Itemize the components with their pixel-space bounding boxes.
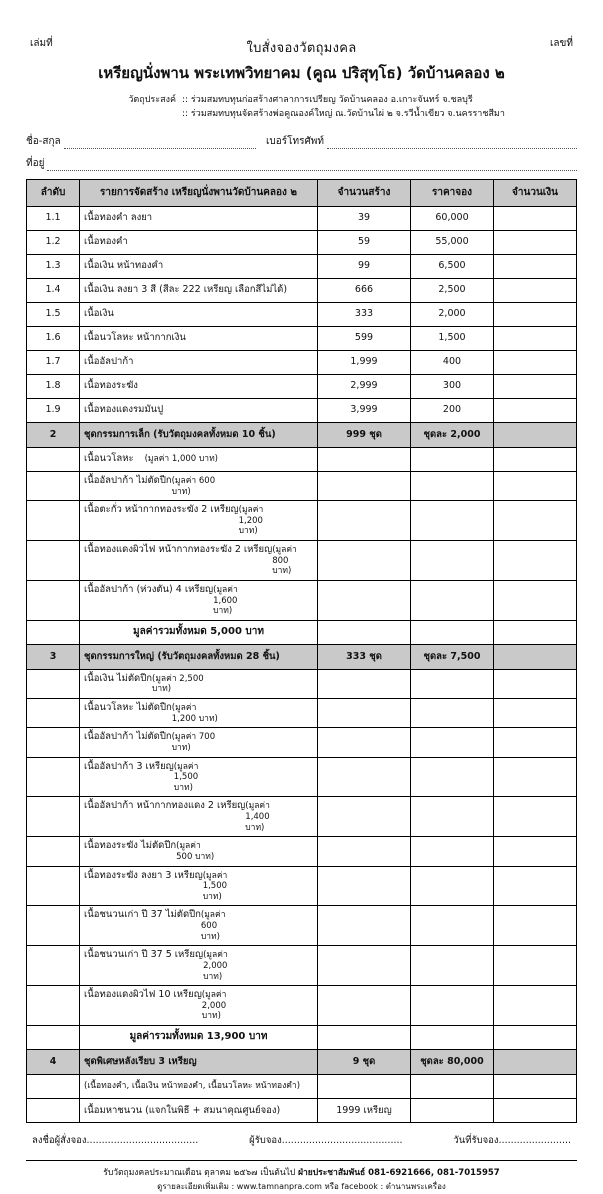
- table-row: [27, 350, 577, 374]
- cell-amount[interactable]: [494, 866, 577, 906]
- cell-price: ชุดละ 2,000: [411, 422, 494, 447]
- table-row: [27, 254, 577, 278]
- cell-no: 1.7: [27, 350, 80, 374]
- subitem-value: (มูลค่า 600 บาท): [171, 475, 216, 497]
- table-subitem-row: [27, 906, 577, 946]
- cell-amount[interactable]: [494, 302, 577, 326]
- cell-amount[interactable]: [494, 254, 577, 278]
- subitem-name: เนื้ออัลปาก้า (ห่วงตัน) 4 เหรียญ: [84, 583, 214, 595]
- phone-input[interactable]: [327, 139, 577, 149]
- header-price: ราคาจอง: [411, 179, 494, 206]
- cell-no: 1.4: [27, 278, 80, 302]
- cell-no: 1.8: [27, 374, 80, 398]
- cell-qty: 39: [318, 206, 411, 230]
- subitem-name: เนื้อทองระฆัง ลงยา 3 เหรียญ: [84, 869, 203, 881]
- cell-qty: [318, 906, 411, 946]
- subitem-name: เนื้ออัลปาก้า 3 เหรียญ: [84, 760, 174, 772]
- order-table: [26, 179, 577, 1123]
- cell-no: [27, 906, 80, 946]
- cell-desc: [80, 471, 318, 500]
- book-number-label: เล่มที่: [30, 38, 53, 49]
- cell-price: [411, 1075, 494, 1099]
- cell-amount[interactable]: [494, 1075, 577, 1099]
- cell-desc: [80, 580, 318, 620]
- cell-no: [27, 580, 80, 620]
- purpose-text-2: :: ร่วมสมทบทุนจัดสร้างพ่อคูณองค์ใหญ่ ณ.วัดบ้านไผ่ ๒ จ.รวีน้ำเขียว จ.นครราชสีมา: [182, 108, 505, 119]
- purpose-text-1: :: ร่วมสมทบทุนก่อสร้างศาลาการเปรียญ วัดบ้านคลอง อ.เกาะจันทร์ จ.ชลบุรี: [182, 95, 473, 105]
- footer-pickup-text: รับวัตถุมงคลประมาณเดือน ตุลาคม ๒๕๖๗ เป็นต้นไป: [103, 1168, 296, 1178]
- cell-amount[interactable]: [494, 541, 577, 581]
- cell-amount[interactable]: [494, 837, 577, 866]
- cell-price: [411, 837, 494, 866]
- table-subitem-row: [27, 757, 577, 797]
- cell-price: [411, 580, 494, 620]
- cell-amount[interactable]: [494, 728, 577, 757]
- address-line: [26, 156, 577, 171]
- cell-qty: 9 ชุด: [318, 1050, 411, 1075]
- cell-price: ชุดละ 7,500: [411, 644, 494, 669]
- total-text: มูลค่ารวมทั้งหมด 5,000 บาท: [80, 620, 318, 644]
- signature-date[interactable]: วันที่รับจอง........................: [453, 1135, 571, 1146]
- cell-price: 55,000: [411, 230, 494, 254]
- cell-no: [27, 669, 80, 698]
- cell-no: [27, 986, 80, 1026]
- cell-no: [27, 757, 80, 797]
- cell-price: [411, 541, 494, 581]
- footer-contact: ฝ่ายประชาสัมพันธ์ 081-6921666, 081-7015957: [298, 1168, 500, 1178]
- table-row: [27, 374, 577, 398]
- cell-desc: เนื้อทองแดงรมมันปู: [80, 398, 318, 422]
- cell-amount[interactable]: [494, 501, 577, 541]
- cell-no: [27, 447, 80, 471]
- cell-desc: ชุดกรรมการเล็ก (รับวัตถุมงคลทั้งหมด 10 ชิ้น): [80, 422, 318, 447]
- cell-qty: [318, 471, 411, 500]
- cell-desc: [80, 699, 318, 728]
- table-subitem-row: [27, 946, 577, 986]
- cell-desc: เนื้อทองระฆัง: [80, 374, 318, 398]
- cell-amount[interactable]: [494, 669, 577, 698]
- cell-price: [411, 866, 494, 906]
- table-row: [27, 230, 577, 254]
- cell-desc: เนื้อทองคำ ลงยา: [80, 206, 318, 230]
- purpose-label: วัตถุประสงค์: [128, 95, 176, 105]
- subitem-name: เนื้อทองแดงผิวไฟ 10 เหรียญ: [84, 989, 202, 1001]
- cell-qty: [318, 620, 411, 644]
- cell-price: 6,500: [411, 254, 494, 278]
- purpose-block: [26, 94, 577, 122]
- table-subitem-row: [27, 866, 577, 906]
- subitem-name: เนื้อชนวนเก่า ปี 37 5 เหรียญ: [84, 949, 204, 961]
- cell-desc: [80, 757, 318, 797]
- table-subitem-row: [27, 471, 577, 500]
- purpose-row-2: [26, 108, 577, 122]
- header-no: ลำดับ: [27, 179, 80, 206]
- table-row: [27, 206, 577, 230]
- cell-qty: 1,999: [318, 350, 411, 374]
- cell-desc: [80, 866, 318, 906]
- cell-desc: [80, 669, 318, 698]
- subitem-value: (มูลค่า 1,400 บาท): [245, 801, 270, 833]
- cell-price: [411, 669, 494, 698]
- subitem-value: (มูลค่า 2,000 บาท): [201, 990, 227, 1022]
- subitem-name: เนื้ออัลปาก้า หน้ากากทองแดง 2 เหรียญ: [84, 800, 246, 812]
- table-row: [27, 398, 577, 422]
- cell-amount[interactable]: [494, 797, 577, 837]
- table-total-row: [27, 620, 577, 644]
- signature-receiver[interactable]: ผู้รับจอง........................................: [249, 1135, 403, 1146]
- cell-price: 400: [411, 350, 494, 374]
- table-header-row: [27, 179, 577, 206]
- header-qty: จำนวนสร้าง: [318, 179, 411, 206]
- cell-amount[interactable]: [494, 350, 577, 374]
- form-subtitle: เหรียญนั่งพาน พระเทพวิทยาคม (คูณ ปริสุทฺโธ) วัดบ้านคลอง ๒: [98, 64, 505, 82]
- cell-qty: [318, 986, 411, 1026]
- subitem-name: เนื้อนวโลหะ ไม่ตัดปีก: [84, 702, 172, 713]
- cell-amount[interactable]: [494, 422, 577, 447]
- cell-price: [411, 1099, 494, 1123]
- cell-qty: [318, 866, 411, 906]
- table-subitem-row: [27, 837, 577, 866]
- subitem-name: เนื้อตะกั่ว หน้ากากทองระฆัง 2 เหรียญ: [84, 504, 239, 516]
- cell-amount[interactable]: [494, 230, 577, 254]
- cell-no: [27, 501, 80, 541]
- name-label: ชื่อ-สกุล: [26, 135, 61, 147]
- table-note-row: [27, 1075, 577, 1099]
- name-input[interactable]: [64, 139, 256, 149]
- purpose-label-spacer: [26, 108, 182, 122]
- table-group-row: [27, 1050, 577, 1075]
- subitem-value: (มูลค่า 800 บาท): [272, 545, 297, 577]
- cell-qty: [318, 1075, 411, 1099]
- cell-amount[interactable]: [494, 580, 577, 620]
- cell-desc: [80, 797, 318, 837]
- cell-qty: 99: [318, 254, 411, 278]
- subitem-name: เนื้ออัลปาก้า ไม่ตัดปีก: [84, 474, 172, 486]
- cell-qty: 2,999: [318, 374, 411, 398]
- subitem-value: (มูลค่า 700 บาท): [171, 732, 216, 753]
- cell-no: 1.3: [27, 254, 80, 278]
- table-subitem-row: [27, 986, 577, 1026]
- name-phone-line: [26, 134, 577, 149]
- cell-no: 1.1: [27, 206, 80, 230]
- purpose-row-1: [26, 94, 577, 108]
- table-subitem-row: [27, 580, 577, 620]
- cell-qty: 599: [318, 326, 411, 350]
- cell-no: 2: [27, 422, 80, 447]
- cell-desc: เนื้อนวโลหะ หน้ากากเงิน: [80, 326, 318, 350]
- cell-amount[interactable]: [494, 946, 577, 986]
- cell-no: [27, 728, 80, 757]
- subitem-name: เนื้อทองแดงผิวไฟ หน้ากากทองระฆัง 2 เหรียญ: [84, 544, 273, 555]
- table-row: [27, 302, 577, 326]
- title-block: [26, 37, 577, 85]
- subitem-value: (มูลค่า 2,500 บาท): [152, 673, 204, 695]
- cell-price: 300: [411, 374, 494, 398]
- cell-amount[interactable]: [494, 699, 577, 728]
- cell-no: 3: [27, 644, 80, 669]
- cell-price: [411, 501, 494, 541]
- footer-line-1: [26, 1166, 577, 1180]
- table-subitem-row: [27, 728, 577, 757]
- cell-price: [411, 946, 494, 986]
- cell-no: [27, 699, 80, 728]
- cell-price: [411, 797, 494, 837]
- cell-qty: 666: [318, 278, 411, 302]
- cell-price: [411, 1026, 494, 1050]
- cell-desc: [80, 837, 318, 866]
- cell-desc: ชุดพิเศษหลังเรียบ 3 เหรียญ: [80, 1050, 318, 1075]
- table-group-row: [27, 644, 577, 669]
- cell-amount[interactable]: [494, 278, 577, 302]
- subitem-name: เนื้อทองระฆัง ไม่ตัดปีก: [84, 840, 177, 852]
- note-text: (เนื้อทองคำ, เนื้อเงิน หน้าทองคำ, เนื้อนวโลหะ หน้าทองคำ): [80, 1075, 318, 1099]
- cell-amount[interactable]: [494, 620, 577, 644]
- cell-amount[interactable]: [494, 326, 577, 350]
- cell-qty: 59: [318, 230, 411, 254]
- cell-qty: [318, 669, 411, 698]
- cell-amount[interactable]: [494, 471, 577, 500]
- table-subitem-row: [27, 501, 577, 541]
- subitem-value: (มูลค่า 600 บาท): [200, 910, 226, 942]
- cell-desc: [80, 541, 318, 581]
- cell-amount[interactable]: [494, 906, 577, 946]
- cell-desc: เนื้อเงิน: [80, 302, 318, 326]
- header-desc: รายการจัดสร้าง เหรียญนั่งพานวัดบ้านคลอง ๒: [80, 179, 318, 206]
- cell-no: 1.2: [27, 230, 80, 254]
- table-total-row: [27, 1026, 577, 1050]
- form-title: ใบสั่งจองวัตถุมงคล: [246, 41, 357, 56]
- cell-qty: 333: [318, 302, 411, 326]
- cell-qty: [318, 447, 411, 471]
- cell-desc: เนื้อเงิน ลงยา 3 สี (สีละ 222 เหรียญ เลือกสีไม่ได้): [80, 278, 318, 302]
- cell-no: 1.5: [27, 302, 80, 326]
- cell-price: [411, 447, 494, 471]
- cell-desc: [80, 728, 318, 757]
- table-subitem-row: [27, 797, 577, 837]
- cell-no: [27, 471, 80, 500]
- cell-price: [411, 728, 494, 757]
- cell-price: [411, 757, 494, 797]
- table-subitem-row: [27, 699, 577, 728]
- cell-price: [411, 906, 494, 946]
- subitem-value: (มูลค่า 500 บาท): [176, 841, 215, 862]
- cell-desc: ชุดกรรมการใหญ่ (รับวัตถุมงคลทั้งหมด 28 ชิ้น): [80, 644, 318, 669]
- cell-price: [411, 471, 494, 500]
- address-label: ที่อยู่: [26, 157, 45, 169]
- footer-block: [26, 1160, 577, 1194]
- cell-no: [27, 1026, 80, 1050]
- order-table-head: [27, 179, 577, 206]
- cell-desc: [80, 946, 318, 986]
- cell-amount[interactable]: [494, 374, 577, 398]
- cell-qty: 3,999: [318, 398, 411, 422]
- cell-desc: [80, 447, 318, 471]
- cell-no: 4: [27, 1050, 80, 1075]
- cell-qty: [318, 757, 411, 797]
- cell-price: 60,000: [411, 206, 494, 230]
- order-table-body: [27, 206, 577, 1122]
- cell-desc: [80, 906, 318, 946]
- cell-qty: [318, 728, 411, 757]
- subitem-value: (มูลค่า 1,500 บาท): [202, 870, 228, 902]
- table-subitem-row: [27, 669, 577, 698]
- cell-no: 1.9: [27, 398, 80, 422]
- cell-amount[interactable]: [494, 206, 577, 230]
- total-text: มูลค่ารวมทั้งหมด 13,900 บาท: [80, 1026, 318, 1050]
- signature-row: [26, 1133, 577, 1148]
- cell-amount[interactable]: [494, 1026, 577, 1050]
- subitem-value: (มูลค่า 1,000 บาท): [144, 454, 218, 465]
- cell-qty: [318, 1026, 411, 1050]
- cell-desc: [80, 501, 318, 541]
- subitem-name: เนื้อเงิน ไม่ตัดปีก: [84, 672, 153, 684]
- subitem-name: เนื้อชนวนเก่า ปี 37 ไม่ตัดปีก: [84, 909, 201, 921]
- cell-price: 1,500: [411, 326, 494, 350]
- table-row: [27, 278, 577, 302]
- cell-qty: 333 ชุด: [318, 644, 411, 669]
- cell-desc: เนื้อทองคำ: [80, 230, 318, 254]
- cell-qty: 1999 เหรียญ: [318, 1099, 411, 1123]
- cell-no: [27, 620, 80, 644]
- cell-desc: เนื้ออัลปาก้า: [80, 350, 318, 374]
- cell-qty: [318, 946, 411, 986]
- cell-amount[interactable]: [494, 986, 577, 1026]
- cell-no: [27, 797, 80, 837]
- cell-price: ชุดละ 80,000: [411, 1050, 494, 1075]
- cell-price: 200: [411, 398, 494, 422]
- subitem-value: (มูลค่า 1,600 บาท): [213, 584, 238, 617]
- cell-amount[interactable]: [494, 757, 577, 797]
- cell-price: 2,000: [411, 302, 494, 326]
- signature-buyer[interactable]: ลงชื่อผู้สั่งจอง.....................................: [32, 1135, 199, 1146]
- address-input[interactable]: [47, 161, 577, 171]
- cell-no: [27, 541, 80, 581]
- cell-amount[interactable]: [494, 447, 577, 471]
- footer-line-2: ดูรายละเอียดเพิ่มเติม : www.tamnanpra.com หรือ facebook : ตำนานพระเครื่อง: [157, 1182, 446, 1192]
- subitem-name: เนื้อนวโลหะ: [84, 453, 134, 465]
- table-subitem-row: [27, 541, 577, 581]
- table-row: [27, 326, 577, 350]
- table-row: [27, 1099, 577, 1123]
- cell-amount[interactable]: [494, 398, 577, 422]
- cell-amount[interactable]: [494, 1050, 577, 1075]
- cell-desc: เนื้อมหาชนวน (แจกในพิธี + สมนาคุณศูนย์จอง): [80, 1099, 318, 1123]
- table-subitem-row: [27, 447, 577, 471]
- subitem-value: (มูลค่า 2,000 บาท): [203, 950, 228, 982]
- cell-no: [27, 946, 80, 986]
- cell-amount[interactable]: [494, 1099, 577, 1123]
- customer-fields: [26, 134, 577, 171]
- cell-price: [411, 986, 494, 1026]
- phone-label: เบอร์โทรศัพท์: [265, 135, 324, 147]
- cell-no: [27, 837, 80, 866]
- cell-no: 1.6: [27, 326, 80, 350]
- cell-price: 2,500: [411, 278, 494, 302]
- cell-qty: 999 ชุด: [318, 422, 411, 447]
- subitem-value: (มูลค่า 1,200 บาท): [171, 703, 218, 724]
- cell-no: [27, 1075, 80, 1099]
- cell-amount[interactable]: [494, 644, 577, 669]
- subitem-value: (มูลค่า 1,500 บาท): [173, 761, 199, 793]
- cell-price: [411, 699, 494, 728]
- table-group-row: [27, 422, 577, 447]
- cell-qty: [318, 837, 411, 866]
- cell-desc: เนื้อเงิน หน้าทองคำ: [80, 254, 318, 278]
- cell-qty: [318, 699, 411, 728]
- cell-desc: [80, 986, 318, 1026]
- subitem-name: เนื้ออัลปาก้า ไม่ตัดปีก: [84, 731, 172, 743]
- header-amount: จำนวนเงิน: [494, 179, 577, 206]
- cell-price: [411, 620, 494, 644]
- cell-no: [27, 866, 80, 906]
- subitem-value: (มูลค่า 1,200 บาท): [238, 505, 264, 537]
- doc-number-label: เลขที่: [550, 38, 573, 49]
- cell-no: [27, 1099, 80, 1123]
